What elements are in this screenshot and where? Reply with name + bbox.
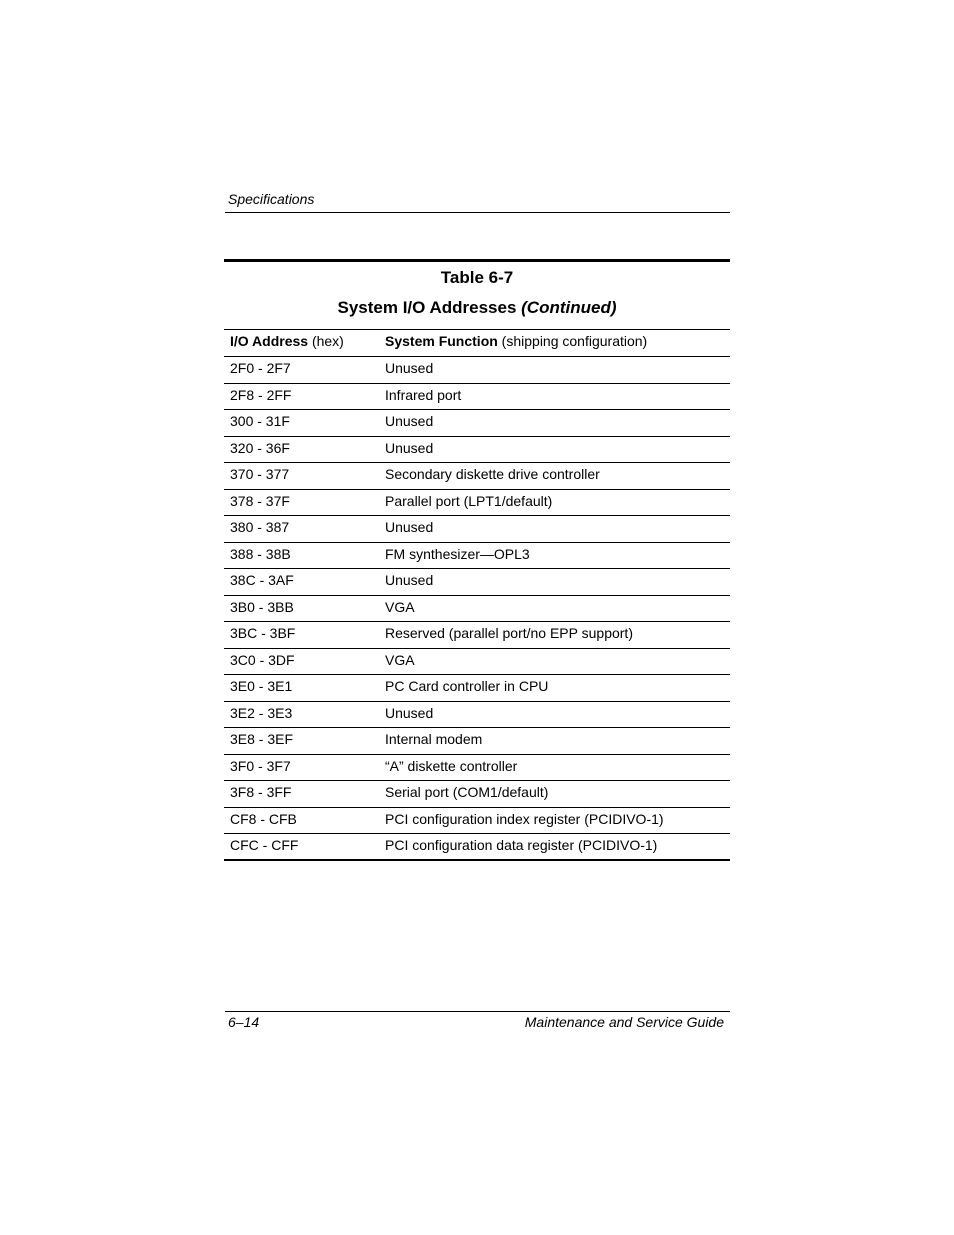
table-row [224,489,730,516]
table-row [224,542,730,569]
table-row [224,781,730,808]
system-function-cell: PCI configuration index register (PCIDIVO-1) [385,807,730,834]
io-address-cell: 370 - 377 [224,463,385,490]
system-function-cell: PC Card controller in CPU [385,675,730,702]
system-function-cell: Unused [385,410,730,437]
table-title [224,298,730,318]
io-address-cell: CFC - CFF [224,834,385,861]
table-row [224,357,730,384]
table-row [224,383,730,410]
table-title-continued: (Continued) [521,298,617,317]
table-top-rule [224,259,730,262]
column-header-io-address: I/O Address (hex) [224,330,385,357]
system-function-cell: Unused [385,357,730,384]
io-address-cell: 3B0 - 3BB [224,595,385,622]
io-address-cell: 380 - 387 [224,516,385,543]
table-row [224,516,730,543]
running-header: Specifications [228,191,315,207]
system-function-cell: Secondary diskette drive controller [385,463,730,490]
table-number: Table 6-7 [440,268,514,287]
system-function-cell: Infrared port [385,383,730,410]
table-row [224,595,730,622]
system-function-cell: VGA [385,648,730,675]
system-function-cell: Unused [385,516,730,543]
io-address-cell: 3E0 - 3E1 [224,675,385,702]
table-row [224,807,730,834]
system-function-cell: Unused [385,436,730,463]
io-address-cell: 2F0 - 2F7 [224,357,385,384]
table-row [224,834,730,861]
io-address-cell: 300 - 31F [224,410,385,437]
table-row [224,463,730,490]
table-title-text: System I/O Addresses [337,298,517,317]
io-address-cell: 3C0 - 3DF [224,648,385,675]
table-row [224,675,730,702]
io-address-cell: 38C - 3AF [224,569,385,596]
header-divider [225,212,730,213]
io-address-cell: 388 - 38B [224,542,385,569]
system-function-cell: FM synthesizer—OPL3 [385,542,730,569]
io-address-cell: CF8 - CFB [224,807,385,834]
table-row [224,754,730,781]
io-address-cell: 3BC - 3BF [224,622,385,649]
table-row [224,728,730,755]
table-row [224,648,730,675]
system-function-cell: VGA [385,595,730,622]
table-row [224,410,730,437]
system-function-cell: Unused [385,701,730,728]
guide-title: Maintenance and Service Guide [524,1014,724,1030]
table-header-row [224,330,730,357]
io-address-cell: 378 - 37F [224,489,385,516]
table-row [224,436,730,463]
io-address-cell: 3F0 - 3F7 [224,754,385,781]
column-header-system-function: System Function (shipping configuration) [385,330,730,357]
footer-divider [225,1011,730,1012]
io-address-cell: 3F8 - 3FF [224,781,385,808]
system-function-cell: “A” diskette controller [385,754,730,781]
io-address-cell: 320 - 36F [224,436,385,463]
system-function-cell: Reserved (parallel port/no EPP support) [385,622,730,649]
table-row [224,701,730,728]
system-function-cell: Serial port (COM1/default) [385,781,730,808]
table-row [224,622,730,649]
system-function-cell: Parallel port (LPT1/default) [385,489,730,516]
system-function-cell: Internal modem [385,728,730,755]
io-address-cell: 2F8 - 2FF [224,383,385,410]
system-function-cell: PCI configuration data register (PCIDIVO-1) [385,834,730,861]
io-address-cell: 3E2 - 3E3 [224,701,385,728]
io-address-table [224,329,730,861]
table-row [224,569,730,596]
page-number: 6–14 [228,1014,260,1030]
system-function-cell: Unused [385,569,730,596]
io-address-cell: 3E8 - 3EF [224,728,385,755]
